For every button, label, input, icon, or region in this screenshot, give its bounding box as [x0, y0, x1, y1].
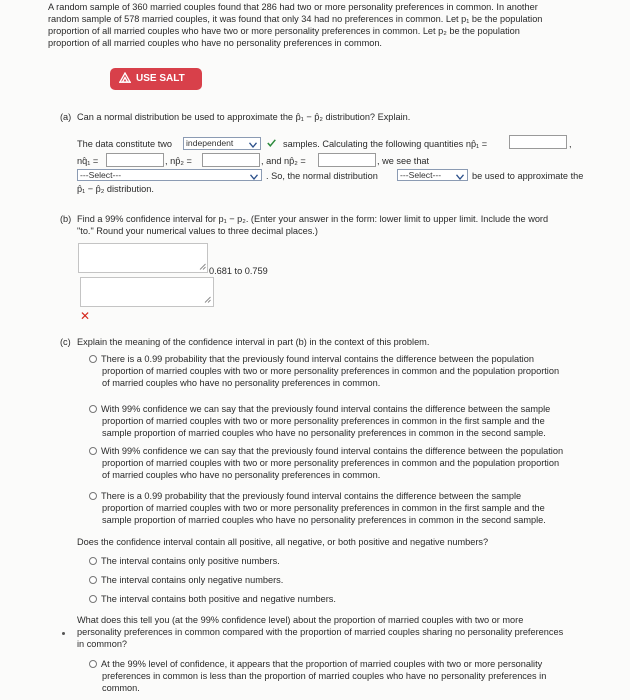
sign-option-both[interactable]: The interval contains both positive and negative numbers.: [89, 593, 336, 605]
part-a-label: (a): [60, 112, 72, 122]
np2-second-input[interactable]: [318, 153, 376, 167]
sample-type-select-value: independent: [186, 138, 234, 148]
answer-feedback: 0.681 to 0.759: [209, 266, 268, 276]
radio-icon[interactable]: [89, 557, 97, 565]
bullet-dot: [62, 632, 65, 635]
meaning-option-3-line-2: proportion of married couples with two or more personality preferences in common and the population proportion: [102, 458, 560, 468]
meaning-option-1-line-3: of married couples who have no personality preferences in common.: [102, 378, 381, 388]
sign-question: Does the confidence interval contain all positive, all negative, or both positive and negative numbers?: [77, 537, 489, 547]
chevron-down-icon: [456, 172, 464, 183]
radio-icon[interactable]: [89, 492, 97, 500]
use-salt-label: USE SALT: [136, 73, 185, 84]
sample-type-select[interactable]: [183, 137, 261, 150]
meaning-option-3[interactable]: With 99% confidence we can say that the previously found interval contains the difference between the population: [89, 445, 563, 457]
radio-icon[interactable]: [89, 660, 97, 668]
part-a-text1: The data constitute two: [77, 139, 172, 149]
meaning-option-2[interactable]: With 99% confidence we can say that the previously found interval contains the difference between the sample: [89, 403, 550, 415]
np2-label: , np̂₂ =: [165, 156, 192, 166]
tell-question-line-3: in common?: [77, 639, 128, 649]
radio-icon[interactable]: [89, 405, 97, 413]
tell-option-1-line-2: preferences in common is less than the proportion of married couples who have no personality preferences in: [102, 671, 547, 681]
sign-option-negative[interactable]: The interval contains only negative numbers.: [89, 574, 283, 586]
confidence-interval-input-2[interactable]: [80, 277, 214, 307]
chevron-down-icon: [250, 172, 258, 183]
np2-input[interactable]: [202, 153, 260, 167]
nq1-label: nq̂₁ =: [77, 156, 99, 166]
check-icon: [267, 139, 276, 149]
tell-question-line-2: personality preferences in common compared with the proportion of married couples sharing no personality preferences: [77, 627, 564, 637]
salt-icon: [119, 70, 131, 92]
intro-line-3: proportion of all married couples who have two or more personality preferences in common. Let p₂ be the population: [48, 26, 520, 36]
be-used-text: be used to approximate the: [472, 171, 584, 181]
radio-icon[interactable]: [89, 355, 97, 363]
chevron-down-icon: [249, 140, 257, 151]
meaning-option-4-line-3: sample proportion of married couples who have no personality preferences in common in the second sample.: [102, 515, 546, 525]
part-c-question: Explain the meaning of the confidence interval in part (b) in the context of this problem.: [77, 337, 430, 347]
intro-line-4: proportion of all married couples who have no personality preferences in common.: [48, 38, 382, 48]
conclusion-select[interactable]: [77, 169, 262, 181]
radio-icon[interactable]: [89, 576, 97, 584]
radio-icon[interactable]: [89, 447, 97, 455]
part-a-question: Can a normal distribution be used to approximate the p̂₁ − p̂₂ distribution? Explain.: [77, 112, 411, 122]
resize-handle-icon[interactable]: [199, 263, 206, 270]
meaning-option-2-line-3: sample proportion of married couples who have no personality preferences in common in the second sample.: [102, 428, 546, 438]
meaning-option-2-line-2: proportion of married couples with two or more personality preferences in common in the first sample and the: [102, 416, 545, 426]
part-c-label: (c): [60, 337, 71, 347]
meaning-option-1-line-2: proportion of married couples with two or more personality preferences in common and the population proportion: [102, 366, 560, 376]
part-a-text2: samples. Calculating the following quantities np̂₁ =: [283, 139, 488, 149]
tell-option-1-line-3: common.: [102, 683, 140, 693]
part-b-label: (b): [60, 214, 72, 224]
meaning-option-4[interactable]: There is a 0.99 probability that the previously found interval contains the difference between the sample: [89, 490, 521, 502]
confidence-interval-input[interactable]: [78, 243, 208, 273]
meaning-option-1[interactable]: There is a 0.99 probability that the previously found interval contains the difference between the population: [89, 353, 534, 365]
see-that-text: , we see that: [377, 156, 430, 166]
tell-question-line-1: What does this tell you (at the 99% confidence level) about the proportion of married couples with two or more: [77, 615, 524, 625]
resize-handle-icon[interactable]: [204, 296, 211, 303]
sign-option-positive[interactable]: The interval contains only positive numbers.: [89, 555, 280, 567]
part-b-question-1: Find a 99% confidence interval for p₁ − p₂. (Enter your answer in the form: lower limit to upper limit. Include the word: [77, 214, 549, 224]
conclusion-select-value: ---Select---: [80, 170, 122, 180]
incorrect-mark-icon: ✕: [80, 309, 91, 323]
part-b-question-2: "to." Round your numerical values to three decimal places.): [77, 226, 318, 236]
nq1-input[interactable]: [106, 153, 164, 167]
comma-text: ,: [569, 139, 572, 149]
and-np2-label: , and np̂₂ =: [261, 156, 306, 166]
intro-line-2: random sample of 578 married couples, it was found that only 34 had no preferences in common. Let p₁ be the population: [48, 14, 543, 24]
distribution-text: p̂₁ − p̂₂ distribution.: [77, 184, 154, 194]
intro-line-1: A random sample of 360 married couples found that 286 had two or more personality preferences in common. In another: [48, 2, 538, 12]
tell-option-1[interactable]: At the 99% level of confidence, it appears that the proportion of married couples with two or more personality: [89, 658, 542, 670]
np1-input[interactable]: [509, 135, 567, 149]
can-cannot-select-value: ---Select---: [400, 170, 442, 180]
meaning-option-4-line-2: proportion of married couples with two or more personality preferences in common in the first sample and the: [102, 503, 545, 513]
use-salt-button[interactable]: [110, 68, 202, 90]
can-cannot-select[interactable]: [397, 169, 468, 181]
meaning-option-3-line-3: of married couples who have no personality preferences in common.: [102, 470, 381, 480]
so-text: . So, the normal distribution: [266, 171, 378, 181]
radio-icon[interactable]: [89, 595, 97, 603]
